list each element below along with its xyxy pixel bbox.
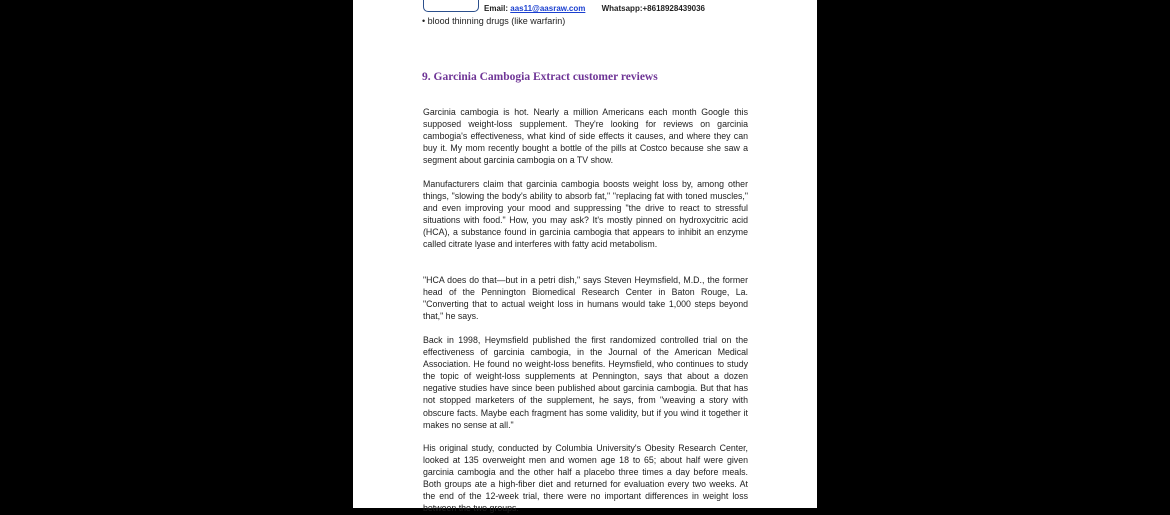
document-page: [353, 0, 817, 514]
paragraph-3: "HCA does do that—but in a petri dish," says Steven Heymsfield, M.D., the former head of the Pennington Biomedical Research Center in Baton Rouge, La. "Converting that to actual weight loss in humans would take 1,000 steps beyond that," he says.: [423, 275, 748, 322]
section-heading: 9. Garcinia Cambogia Extract customer reviews: [422, 71, 658, 83]
bullet-item: • blood thinning drugs (like warfarin): [422, 16, 566, 26]
paragraph-5: His original study, conducted by Columbia University's Obesity Research Center, looked at 135 overweight men and women age 18 to 65; about half were given garcinia cambogia and the other half a placebo three times a day before meals. Both groups ate a high-fiber diet and returned for evaluation every two weeks. At the end of the 12-week trial, there were no important differences in weight loss between the two groups.: [423, 443, 748, 514]
paragraph-4: Back in 1998, Heymsfield published the first randomized controlled trial on the effectiveness of garcinia cambogia, in the Journal of the American Medical Association. He found no weight-loss benefits. Heymsfield, who continues to study the topic of weight-loss supplements at Pennington, says that about a dozen negative studies have since been published about garcinia cambogia. But that has not stopped marketers of the supplement, he says, from "weaving a story with obscure facts. Maybe each fragment has some validity, but if you wind it together it makes no sense at all.": [423, 335, 748, 430]
paragraph-1: Garcinia cambogia is hot. Nearly a million Americans each month Google this supposed weight-loss supplement. They're looking for reviews on garcinia cambogia's effectiveness, what kind of side effects it causes, and where they can buy it. My mom recently bought a bottle of the pills at Costco because she saw a segment about garcinia cambogia on a TV show.: [423, 107, 748, 166]
whatsapp-text: Whatsapp:+8618928439036: [601, 4, 706, 13]
contact-line: [484, 4, 705, 13]
email-label: Email:: [484, 4, 509, 13]
header-logo-box: [423, 0, 479, 12]
email-link[interactable]: aas11@aasraw.com: [510, 4, 586, 13]
paragraph-2: Manufacturers claim that garcinia cambogia boosts weight loss by, among other things, "slowing the body's ability to absorb fat," "replacing fat with toned muscles," and even improving your mood and suppressing "the drive to react to stressful situations with food." How, you may ask? It's mostly pinned on hydroxycitric acid (HCA), a substance found in garcinia cambogia that appears to inhibit an enzyme called citrate lyase and interferes with fatty acid metabolism.: [423, 179, 748, 250]
